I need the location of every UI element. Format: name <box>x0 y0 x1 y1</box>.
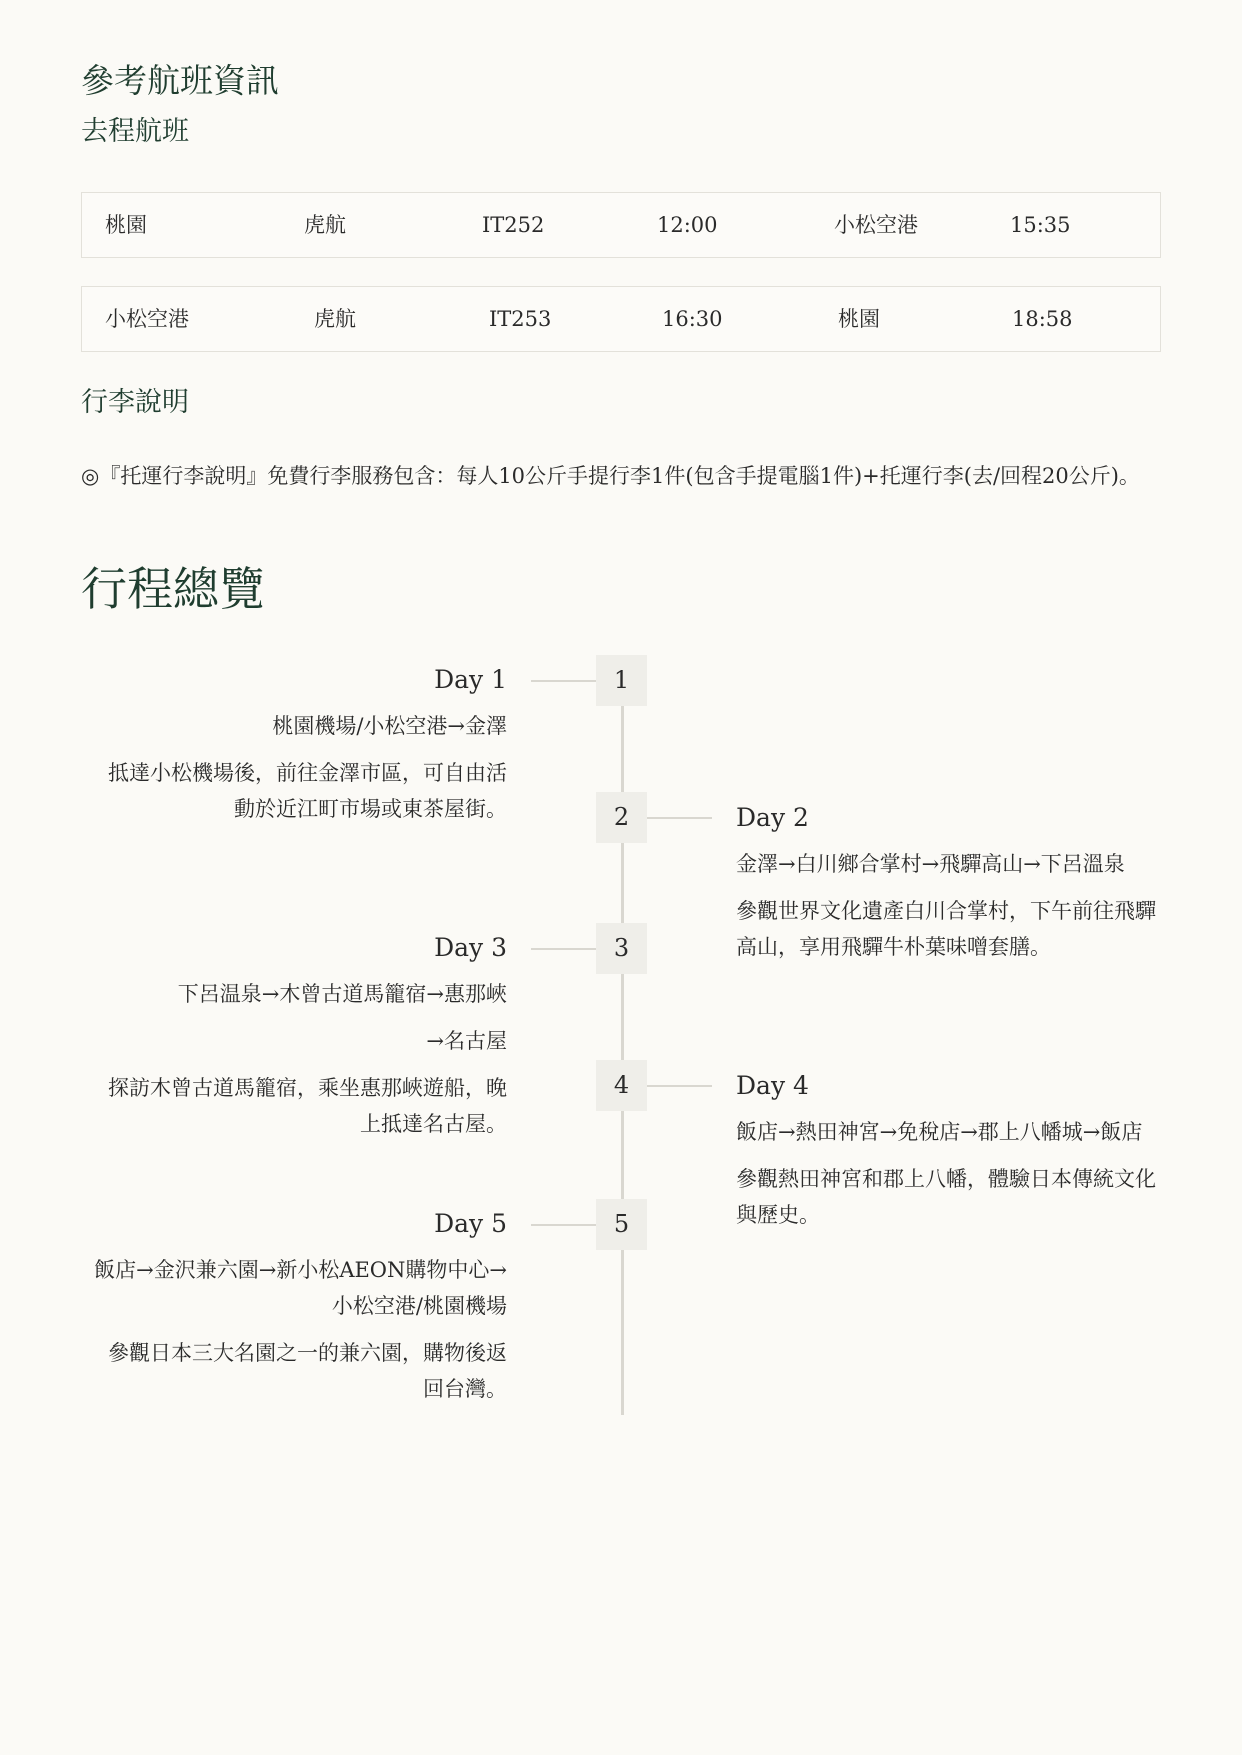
day-route-continued: →名古屋 <box>426 1029 507 1053</box>
day-number-badge: 1 <box>596 655 647 706</box>
timeline-connector <box>531 680 596 682</box>
day-entry-4 <box>736 1068 1156 1233</box>
day-title: Day 4 <box>736 1071 809 1100</box>
day-entry-1 <box>81 662 507 827</box>
day-number-badge: 4 <box>596 1060 647 1111</box>
day-description: 探訪木曾古道馬籠宿，乘坐惠那峽遊船，晚上抵達名古屋。 <box>108 1076 507 1136</box>
day-number-badge: 5 <box>596 1199 647 1250</box>
flight-to: 桃園 <box>838 307 880 331</box>
flight-arrive-time: 15:35 <box>1010 213 1071 237</box>
flight-row <box>81 286 1161 352</box>
flight-airline: 虎航 <box>314 307 356 331</box>
itinerary-overview-heading: 行程總覽 <box>81 562 265 616</box>
day-route: 飯店→熱田神宮→免稅店→郡上八幡城→飯店 <box>736 1120 1143 1144</box>
baggage-note: ◎『托運行李說明』免費行李服務包含：每人10公斤手提行李1件(包含手提電腦1件)+托運行李(去/回程20公斤)。 <box>81 464 1140 488</box>
reference-flights-heading: 參考航班資訊 <box>81 61 279 100</box>
flight-arrive-time: 18:58 <box>1012 307 1073 331</box>
flight-airline: 虎航 <box>304 213 346 237</box>
day-description: 參觀熱田神宮和郡上八幡，體驗日本傳統文化與歷史。 <box>736 1167 1156 1227</box>
day-route: 下呂温泉→木曾古道馬籠宿→惠那峽 <box>177 982 507 1006</box>
day-route: 金澤→白川鄉合掌村→飛驒高山→下呂溫泉 <box>736 852 1125 876</box>
day-description: 抵達小松機場後，前往金澤市區，可自由活動於近江町市場或東茶屋街。 <box>108 761 507 821</box>
day-entry-5 <box>81 1206 507 1407</box>
flight-to: 小松空港 <box>834 213 918 237</box>
flight-from: 桃園 <box>105 213 147 237</box>
baggage-heading: 行李說明 <box>81 387 189 418</box>
day-title: Day 3 <box>434 933 507 962</box>
day-title: Day 2 <box>736 803 809 832</box>
flight-from: 小松空港 <box>105 307 189 331</box>
day-title: Day 5 <box>434 1209 507 1238</box>
day-entry-3 <box>81 930 507 1142</box>
flight-depart-time: 16:30 <box>662 307 723 331</box>
outbound-flights-heading: 去程航班 <box>81 116 189 147</box>
timeline-connector <box>531 1224 596 1226</box>
timeline-line <box>621 680 624 1415</box>
flight-number: IT253 <box>489 307 552 331</box>
day-route: 飯店→金沢兼六園→新小松AEON購物中心→小松空港/桃園機場 <box>94 1258 507 1318</box>
flight-number: IT252 <box>482 213 545 237</box>
day-number-badge: 2 <box>596 792 647 843</box>
flight-depart-time: 12:00 <box>657 213 718 237</box>
day-description: 參觀日本三大名園之一的兼六園，購物後返回台灣。 <box>108 1341 507 1401</box>
day-number-badge: 3 <box>596 923 647 974</box>
day-route: 桃園機場/小松空港→金澤 <box>272 714 507 738</box>
timeline-connector <box>531 948 596 950</box>
day-description: 參觀世界文化遺產白川合掌村，下午前往飛驒高山，享用飛驒牛朴葉味噌套膳。 <box>736 899 1156 959</box>
day-entry-2 <box>736 800 1156 965</box>
flight-row <box>81 192 1161 258</box>
timeline-connector <box>647 1085 712 1087</box>
day-title: Day 1 <box>434 665 507 694</box>
timeline-connector <box>647 817 712 819</box>
